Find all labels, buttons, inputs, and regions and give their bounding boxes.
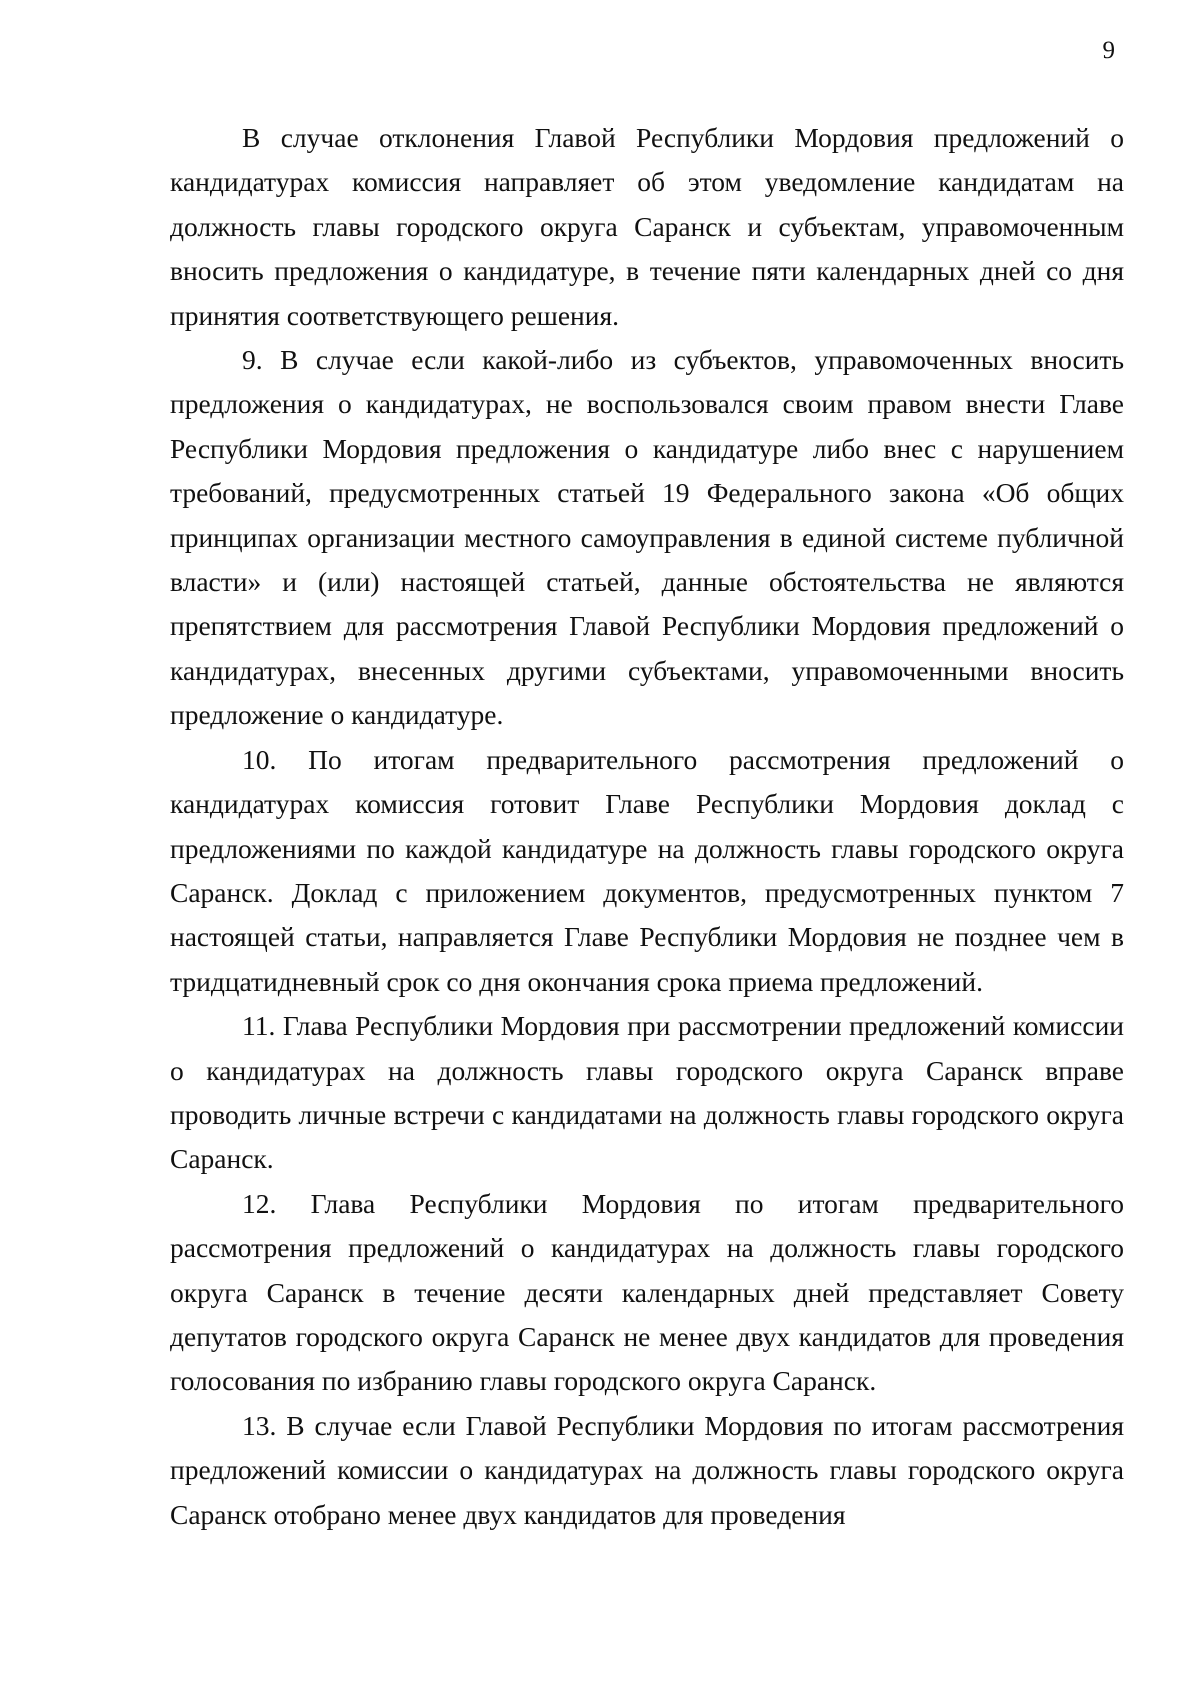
paragraph-item-9: 9. В случае если какой-либо из субъектов, управомоченных вносить предложения о кандидатурах, не воспользовался своим правом внести Главе Республики Мордовия предложения о кандидатуре либо внес с нарушением требований, предусмотренных статьей 19 Федерального закона «Об общих принципах организации местного самоуправления в единой системе публичной власти» и (или) настоящей статьей, данные обстоятельства не являются препятствием для рассмотрения Главой Республики Мордовия предложений о кандидатурах, внесенных другими субъектами, управомоченными вносить предложение о кандидатуре. (170, 344, 1124, 731)
page-number: 9 (1102, 37, 1115, 64)
paragraph-item-13: 13. В случае если Главой Республики Мордовия по итогам рассмотрения предложений комиссии о кандидатурах на должность главы городского округа Саранск отобрано менее двух кандидатов для проведения (170, 1409, 1124, 1530)
paragraph-item-10: 10. По итогам предварительного рассмотрения предложений о кандидатурах комиссия готовит Главе Республики Мордовия доклад с предложениями по каждой кандидатуре на должность главы городского округа Саранск. Доклад с приложением документов, предусмотренных пунктом 7 настоящей статьи, направляется Главе Республики Мордовия не позднее чем в тридцатидневный срок со дня окончания срока приема предложений. (170, 743, 1124, 997)
paragraph-item-12: 12. Глава Республики Мордовия по итогам предварительного рассмотрения предложений о кандидатурах на должность главы городского округа Саранск в течение десяти календарных дней представляет Совету депутатов городского округа Саранск не менее двух кандидатов для проведения голосования по избранию главы городского округа Саранск. (170, 1187, 1124, 1397)
paragraph-rejection-notice: В случае отклонения Главой Республики Мордовия предложений о кандидатурах комиссия направляет об этом уведомление кандидатам на должность главы городского округа Саранск и субъектам, управомоченным вносить предложения о кандидатуре, в течение пяти календарных дней со дня принятия соответствующего решения. (170, 122, 1124, 331)
document-body (170, 116, 1124, 1537)
paragraph-item-11: 11. Глава Республики Мордовия при рассмотрении предложений комиссии о кандидатурах на должность главы городского округа Саранск вправе проводить личные встречи с кандидатами на должность главы городского округа Саранск. (170, 1010, 1124, 1175)
